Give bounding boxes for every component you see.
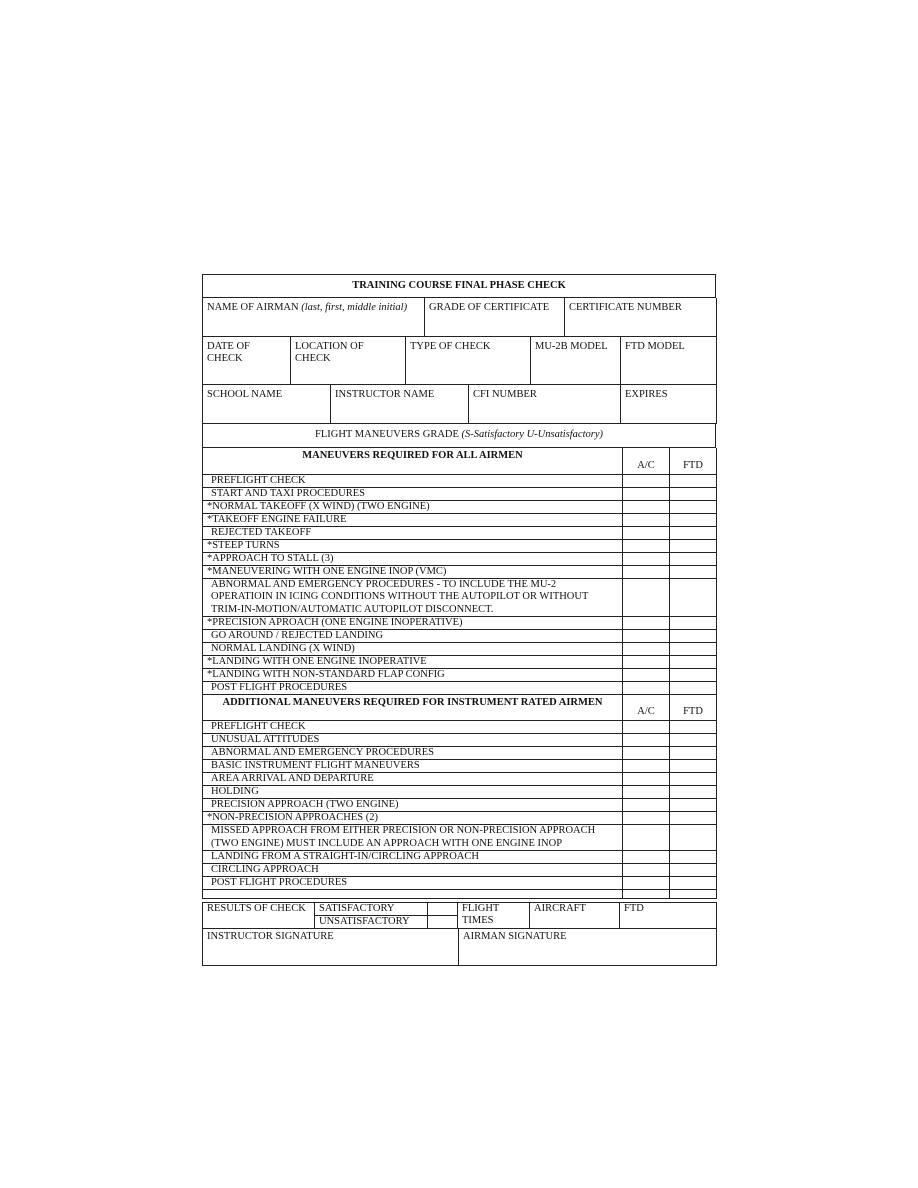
instrument-maneuver-item-label: LANDING FROM A STRAIGHT-IN/CIRCLING APPROACH xyxy=(203,851,623,864)
type-of-check-field[interactable] xyxy=(406,337,531,385)
maneuver-grade-ac[interactable] xyxy=(623,682,670,695)
maneuver-grade-ftd[interactable] xyxy=(670,487,717,500)
school-info-row xyxy=(202,385,717,424)
cfi-number-field[interactable] xyxy=(469,385,621,423)
maneuver-grade-ftd[interactable] xyxy=(670,669,717,682)
instructor-name-field[interactable] xyxy=(331,385,469,423)
airman-signature-field[interactable] xyxy=(459,929,717,965)
col-header-ac-2: A/C xyxy=(623,695,670,721)
flight-times-label: FLIGHT TIMES xyxy=(458,903,530,929)
instrument-maneuver-row xyxy=(203,812,717,825)
ftd-model-field[interactable] xyxy=(621,337,717,385)
instrument-maneuver-grade-ftd[interactable] xyxy=(670,773,717,786)
maneuver-row xyxy=(203,539,717,552)
instrument-maneuver-item-label: POST FLIGHT PROCEDURES xyxy=(203,877,623,890)
mu2b-model-label: MU-2B MODEL xyxy=(535,340,608,352)
maneuver-row xyxy=(203,474,717,487)
instrument-maneuver-row xyxy=(203,877,717,890)
maneuver-item-label: GO AROUND / REJECTED LANDING xyxy=(203,630,623,643)
instrument-maneuver-grade-ftd[interactable] xyxy=(670,851,717,864)
maneuver-grade-ftd[interactable] xyxy=(670,565,717,578)
date-of-check-field[interactable] xyxy=(203,337,291,385)
unsatisfactory-box[interactable] xyxy=(428,916,458,929)
instrument-maneuver-row xyxy=(203,851,717,864)
maneuver-grade-ftd[interactable] xyxy=(670,578,717,617)
location-of-check-label: LOCATION OF CHECK xyxy=(295,340,364,364)
maneuver-item-label: ABNORMAL AND EMERGENCY PROCEDURES - TO INCLUDE THE MU-2 OPERATIOIN IN ICING CONDITIONS WITHOUT THE AUTOPILOT OR WITHOUT TRIM-IN-MOTION/AUTOMATIC AUTOPILOT DISCONNECT. xyxy=(203,578,623,617)
section1-title: MANEUVERS REQUIRED FOR ALL AIRMEN xyxy=(203,448,623,474)
phase-check-form xyxy=(202,274,716,966)
instrument-maneuver-grade-ftd[interactable] xyxy=(670,734,717,747)
cfi-number-label: CFI NUMBER xyxy=(473,389,537,400)
maneuver-grade-ac[interactable] xyxy=(623,474,670,487)
maneuver-grade-ac[interactable] xyxy=(623,513,670,526)
instrument-maneuver-grade-ftd[interactable] xyxy=(670,812,717,825)
instrument-maneuver-grade-ftd[interactable] xyxy=(670,825,717,851)
instrument-maneuver-grade-ftd[interactable] xyxy=(670,877,717,890)
instrument-maneuver-grade-ac[interactable] xyxy=(623,734,670,747)
airman-name-hint: (last, first, middle initial) xyxy=(301,302,408,313)
results-of-check-label: RESULTS OF CHECK xyxy=(203,903,315,929)
maneuver-grade-ftd[interactable] xyxy=(670,500,717,513)
instrument-maneuver-grade-ftd[interactable] xyxy=(670,747,717,760)
maneuver-grade-ftd[interactable] xyxy=(670,656,717,669)
expires-field[interactable] xyxy=(621,385,717,423)
maneuver-row xyxy=(203,630,717,643)
ftd-time-field[interactable] xyxy=(620,903,717,929)
instrument-maneuver-item-label: BASIC INSTRUMENT FLIGHT MANEUVERS xyxy=(203,760,623,773)
maneuver-grade-ac[interactable] xyxy=(623,643,670,656)
maneuver-grade-ftd[interactable] xyxy=(670,474,717,487)
maneuver-item-label: NORMAL LANDING (X WIND) xyxy=(203,643,623,656)
maneuver-row xyxy=(203,487,717,500)
maneuver-row xyxy=(203,578,717,617)
grade-of-certificate-field[interactable] xyxy=(425,298,565,336)
instrument-maneuver-grade-ac[interactable] xyxy=(623,877,670,890)
maneuver-row xyxy=(203,669,717,682)
maneuver-row xyxy=(203,552,717,565)
instrument-maneuver-grade-ac[interactable] xyxy=(623,864,670,877)
maneuver-grade-ac[interactable] xyxy=(623,656,670,669)
maneuver-grade-ftd[interactable] xyxy=(670,682,717,695)
results-table xyxy=(202,902,717,929)
maneuver-grade-ftd[interactable] xyxy=(670,552,717,565)
instrument-maneuver-grade-ac[interactable] xyxy=(623,760,670,773)
ftd-time-label: FTD xyxy=(624,903,644,914)
maneuver-grade-ac[interactable] xyxy=(623,487,670,500)
instrument-maneuver-grade-ac[interactable] xyxy=(623,721,670,734)
certificate-number-label: CERTIFICATE NUMBER xyxy=(569,302,682,313)
instrument-maneuver-row xyxy=(203,721,717,734)
instrument-maneuver-grade-ac[interactable] xyxy=(623,799,670,812)
maneuver-grade-ac[interactable] xyxy=(623,617,670,630)
school-name-field[interactable] xyxy=(203,385,331,423)
instrument-maneuver-item-label: PRECISION APPROACH (TWO ENGINE) xyxy=(203,799,623,812)
aircraft-time-label: AIRCRAFT xyxy=(534,903,586,914)
maneuver-grade-ac[interactable] xyxy=(623,539,670,552)
grade-legend-row xyxy=(202,424,716,449)
maneuvers-all-airmen-table xyxy=(202,448,717,899)
instrument-maneuver-item-label: *NON-PRECISION APPROACHES (2) xyxy=(203,812,623,825)
instrument-maneuver-grade-ac[interactable] xyxy=(623,812,670,825)
unsatisfactory-label: UNSATISFACTORY xyxy=(315,916,428,929)
maneuver-grade-ac[interactable] xyxy=(623,578,670,617)
form-header xyxy=(202,274,716,298)
instrument-maneuver-item-label: CIRCLING APPROACH xyxy=(203,864,623,877)
grade-of-certificate-label: GRADE OF CERTIFICATE xyxy=(429,302,550,313)
maneuver-grade-ac[interactable] xyxy=(623,500,670,513)
airman-info-row xyxy=(202,298,717,337)
instrument-maneuver-item-label: MISSED APPROACH FROM EITHER PRECISION OR NON-PRECISION APPROACH (TWO ENGINE) MUST INCLUDE AN APPROACH WITH ONE ENGINE INOP xyxy=(203,825,623,851)
maneuver-item-label: *STEEP TURNS xyxy=(203,539,623,552)
maneuver-row xyxy=(203,565,717,578)
school-name-label: SCHOOL NAME xyxy=(207,389,283,400)
form-title: TRAINING COURSE FINAL PHASE CHECK xyxy=(203,275,716,298)
maneuver-item-label: PREFLIGHT CHECK xyxy=(203,474,623,487)
maneuver-item-label: *LANDING WITH NON-STANDARD FLAP CONFIG xyxy=(203,669,623,682)
satisfactory-box[interactable] xyxy=(428,903,458,916)
instructor-name-label: INSTRUCTOR NAME xyxy=(335,389,435,400)
instrument-maneuver-row xyxy=(203,786,717,799)
instrument-maneuver-row xyxy=(203,825,717,851)
airman-name-field[interactable] xyxy=(203,298,425,336)
col-header-ac: A/C xyxy=(623,448,670,474)
maneuver-grade-ftd[interactable] xyxy=(670,526,717,539)
maneuver-row xyxy=(203,617,717,630)
maneuver-grade-ac[interactable] xyxy=(623,552,670,565)
maneuver-item-label: *TAKEOFF ENGINE FAILURE xyxy=(203,513,623,526)
certificate-number-field[interactable] xyxy=(565,298,717,336)
maneuver-row xyxy=(203,526,717,539)
airman-signature-label: AIRMAN SIGNATURE xyxy=(463,931,567,942)
instrument-maneuver-grade-ftd[interactable] xyxy=(670,721,717,734)
instrument-maneuver-grade-ftd[interactable] xyxy=(670,760,717,773)
instrument-maneuver-row xyxy=(203,747,717,760)
blank-row xyxy=(203,890,623,899)
instrument-maneuver-item-label: ABNORMAL AND EMERGENCY PROCEDURES xyxy=(203,747,623,760)
instrument-maneuver-row xyxy=(203,864,717,877)
instrument-maneuver-grade-ac[interactable] xyxy=(623,747,670,760)
maneuver-grade-ftd[interactable] xyxy=(670,617,717,630)
maneuver-item-label: POST FLIGHT PROCEDURES xyxy=(203,682,623,695)
mu2b-model-field[interactable] xyxy=(531,337,621,385)
maneuver-row xyxy=(203,513,717,526)
instrument-maneuver-row xyxy=(203,760,717,773)
maneuver-item-label: *APPROACH TO STALL (3) xyxy=(203,552,623,565)
satisfactory-label: SATISFACTORY xyxy=(315,903,428,916)
signature-table xyxy=(202,929,717,966)
maneuver-row xyxy=(203,643,717,656)
ftd-model-label: FTD MODEL xyxy=(625,340,685,352)
type-of-check-label: TYPE OF CHECK xyxy=(410,340,491,352)
maneuver-grade-ac[interactable] xyxy=(623,630,670,643)
instrument-maneuver-grade-ftd[interactable] xyxy=(670,864,717,877)
aircraft-time-field[interactable] xyxy=(530,903,620,929)
section2-title: ADDITIONAL MANEUVERS REQUIRED FOR INSTRUMENT RATED AIRMEN xyxy=(203,695,623,721)
maneuver-grade-ac[interactable] xyxy=(623,526,670,539)
maneuver-item-label: *NORMAL TAKEOFF (X WIND) (TWO ENGINE) xyxy=(203,500,623,513)
instrument-maneuver-grade-ftd[interactable] xyxy=(670,799,717,812)
maneuver-item-label: *LANDING WITH ONE ENGINE INOPERATIVE xyxy=(203,656,623,669)
location-of-check-field[interactable] xyxy=(291,337,406,385)
instrument-maneuver-grade-ac[interactable] xyxy=(623,786,670,799)
grade-heading: FLIGHT MANEUVERS GRADE xyxy=(315,429,459,441)
instrument-maneuver-row xyxy=(203,734,717,747)
expires-label: EXPIRES xyxy=(625,389,668,400)
airman-name-label: NAME OF AIRMAN xyxy=(207,302,299,313)
instrument-maneuver-item-label: AREA ARRIVAL AND DEPARTURE xyxy=(203,773,623,786)
instructor-signature-label: INSTRUCTOR SIGNATURE xyxy=(207,931,334,942)
grade-legend xyxy=(203,424,716,448)
maneuver-grade-ftd[interactable] xyxy=(670,513,717,526)
col-header-ftd-2: FTD xyxy=(670,695,717,721)
instructor-signature-field[interactable] xyxy=(203,929,459,965)
date-of-check-label: DATE OF CHECK xyxy=(207,340,250,364)
instrument-maneuver-item-label: HOLDING xyxy=(203,786,623,799)
col-header-ftd: FTD xyxy=(670,448,717,474)
maneuver-row xyxy=(203,500,717,513)
maneuver-item-label: *PRECISION APROACH (ONE ENGINE INOPERATIVE) xyxy=(203,617,623,630)
maneuver-grade-ftd[interactable] xyxy=(670,643,717,656)
maneuver-grade-ftd[interactable] xyxy=(670,630,717,643)
instrument-maneuver-grade-ac[interactable] xyxy=(623,825,670,851)
instrument-maneuver-row xyxy=(203,799,717,812)
maneuver-item-label: REJECTED TAKEOFF xyxy=(203,526,623,539)
check-info-row xyxy=(202,337,717,386)
maneuver-row xyxy=(203,682,717,695)
instrument-maneuver-grade-ftd[interactable] xyxy=(670,786,717,799)
maneuver-item-label: START AND TAXI PROCEDURES xyxy=(203,487,623,500)
maneuver-grade-ftd[interactable] xyxy=(670,539,717,552)
instrument-maneuver-item-label: PREFLIGHT CHECK xyxy=(203,721,623,734)
maneuver-grade-ac[interactable] xyxy=(623,565,670,578)
maneuver-grade-ac[interactable] xyxy=(623,669,670,682)
instrument-maneuver-grade-ac[interactable] xyxy=(623,851,670,864)
instrument-maneuver-item-label: UNUSUAL ATTITUDES xyxy=(203,734,623,747)
maneuver-item-label: *MANEUVERING WITH ONE ENGINE INOP (VMC) xyxy=(203,565,623,578)
instrument-maneuver-row xyxy=(203,773,717,786)
grade-legend-text: (S-Satisfactory U-Unsatisfactory) xyxy=(461,429,603,441)
instrument-maneuver-grade-ac[interactable] xyxy=(623,773,670,786)
maneuver-row xyxy=(203,656,717,669)
